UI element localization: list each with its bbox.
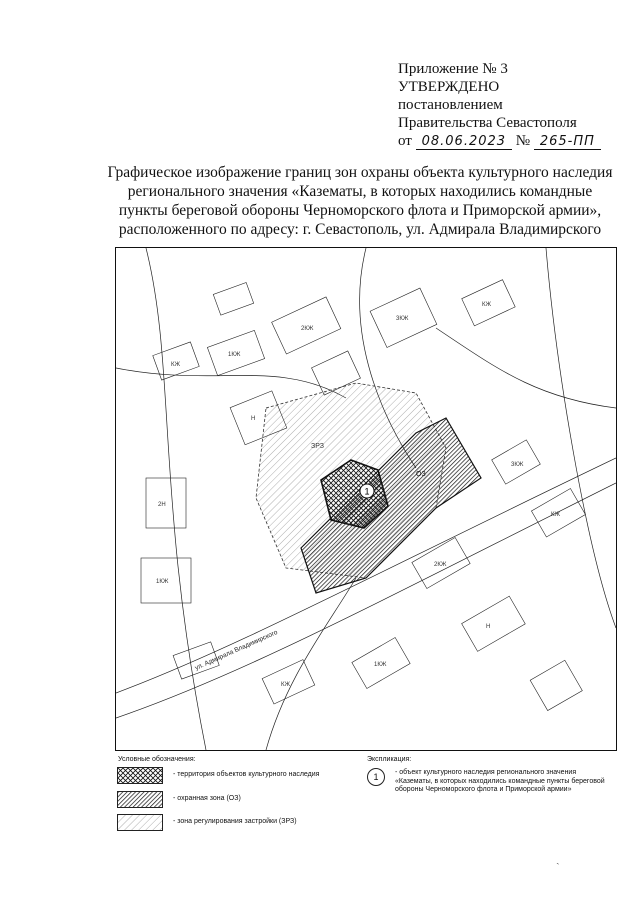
corner-mark: ˎ xyxy=(556,853,560,865)
explication-title: Экспликация: xyxy=(367,756,412,763)
ozone-label: ОЗ xyxy=(416,471,426,478)
building-label: 2Н xyxy=(158,502,166,508)
appendix-number: Приложение № 3 xyxy=(398,61,508,77)
legend-title: Условные обозначения: xyxy=(118,756,196,763)
building-label: КЖ xyxy=(281,682,291,688)
building-label: 1КЖ xyxy=(156,579,169,585)
rzone-label: ЗРЗ xyxy=(311,443,324,450)
legend-item-heritage xyxy=(117,767,357,785)
building-label: Н xyxy=(486,624,491,630)
building-label: 1КЖ xyxy=(228,352,241,358)
building-label: 2КЖ xyxy=(301,326,314,332)
building-label: Н xyxy=(251,416,256,422)
heritage-swatch xyxy=(117,767,163,784)
approval-number: 265-ПП xyxy=(534,134,601,150)
title-line-1: Графическое изображение границ зон охраны объекта культурного наследия xyxy=(107,164,613,181)
approval-block xyxy=(398,60,628,151)
street-label: ул. Адмирала Владимирского xyxy=(193,628,279,672)
legend-area xyxy=(115,751,615,833)
building-label: КЖ xyxy=(171,362,181,368)
cadastral-map xyxy=(115,247,617,751)
explication-text: - объект культурного наследия регионального значения «Казематы, в которых находились командные пункты береговой обороны Черноморского флота и Приморской армии» xyxy=(395,769,605,793)
building-label: 3КЖ xyxy=(511,462,524,468)
government-name: Правительства Севастополя xyxy=(398,115,577,131)
legend-label-rzone: - зона регулирования застройки (ЗРЗ) xyxy=(173,818,297,825)
legend-item-rzone xyxy=(117,814,357,832)
legend-label-heritage: - территория объектов культурного наследия xyxy=(173,771,320,778)
ozone-swatch xyxy=(117,791,163,808)
building-label: 2КЖ xyxy=(434,562,447,568)
map-drawing xyxy=(116,248,616,750)
building-label: КЖ xyxy=(482,302,492,308)
legend-label-ozone: - охранная зона (ОЗ) xyxy=(173,795,241,802)
title-line-3: пункты береговой обороны Черноморского флота и Приморской армии», xyxy=(118,202,602,219)
approval-date: 08.06.2023 xyxy=(416,134,512,150)
number-prefix: № xyxy=(515,133,531,149)
legend-item-ozone xyxy=(117,791,357,809)
approval-date-line xyxy=(398,132,628,151)
building-label: КЖ xyxy=(551,512,561,518)
object-marker-number: 1 xyxy=(364,486,370,497)
explication-number: 1 xyxy=(367,768,385,786)
title-line-2: регионального значения «Казематы, в которых находились командные xyxy=(127,183,593,200)
date-prefix: от xyxy=(398,133,412,149)
building-label: 3КЖ xyxy=(396,316,409,322)
approved-stamp-text: УТВЕРЖДЕНО xyxy=(398,79,500,95)
document-title xyxy=(100,163,620,239)
rzone-swatch xyxy=(117,814,163,831)
building-label: 1КЖ xyxy=(374,662,387,668)
title-line-4: расположенного по адресу: г. Севастополь, ул. Адмирала Владимирского xyxy=(118,221,602,238)
approved-by-text: постановлением xyxy=(398,97,503,113)
